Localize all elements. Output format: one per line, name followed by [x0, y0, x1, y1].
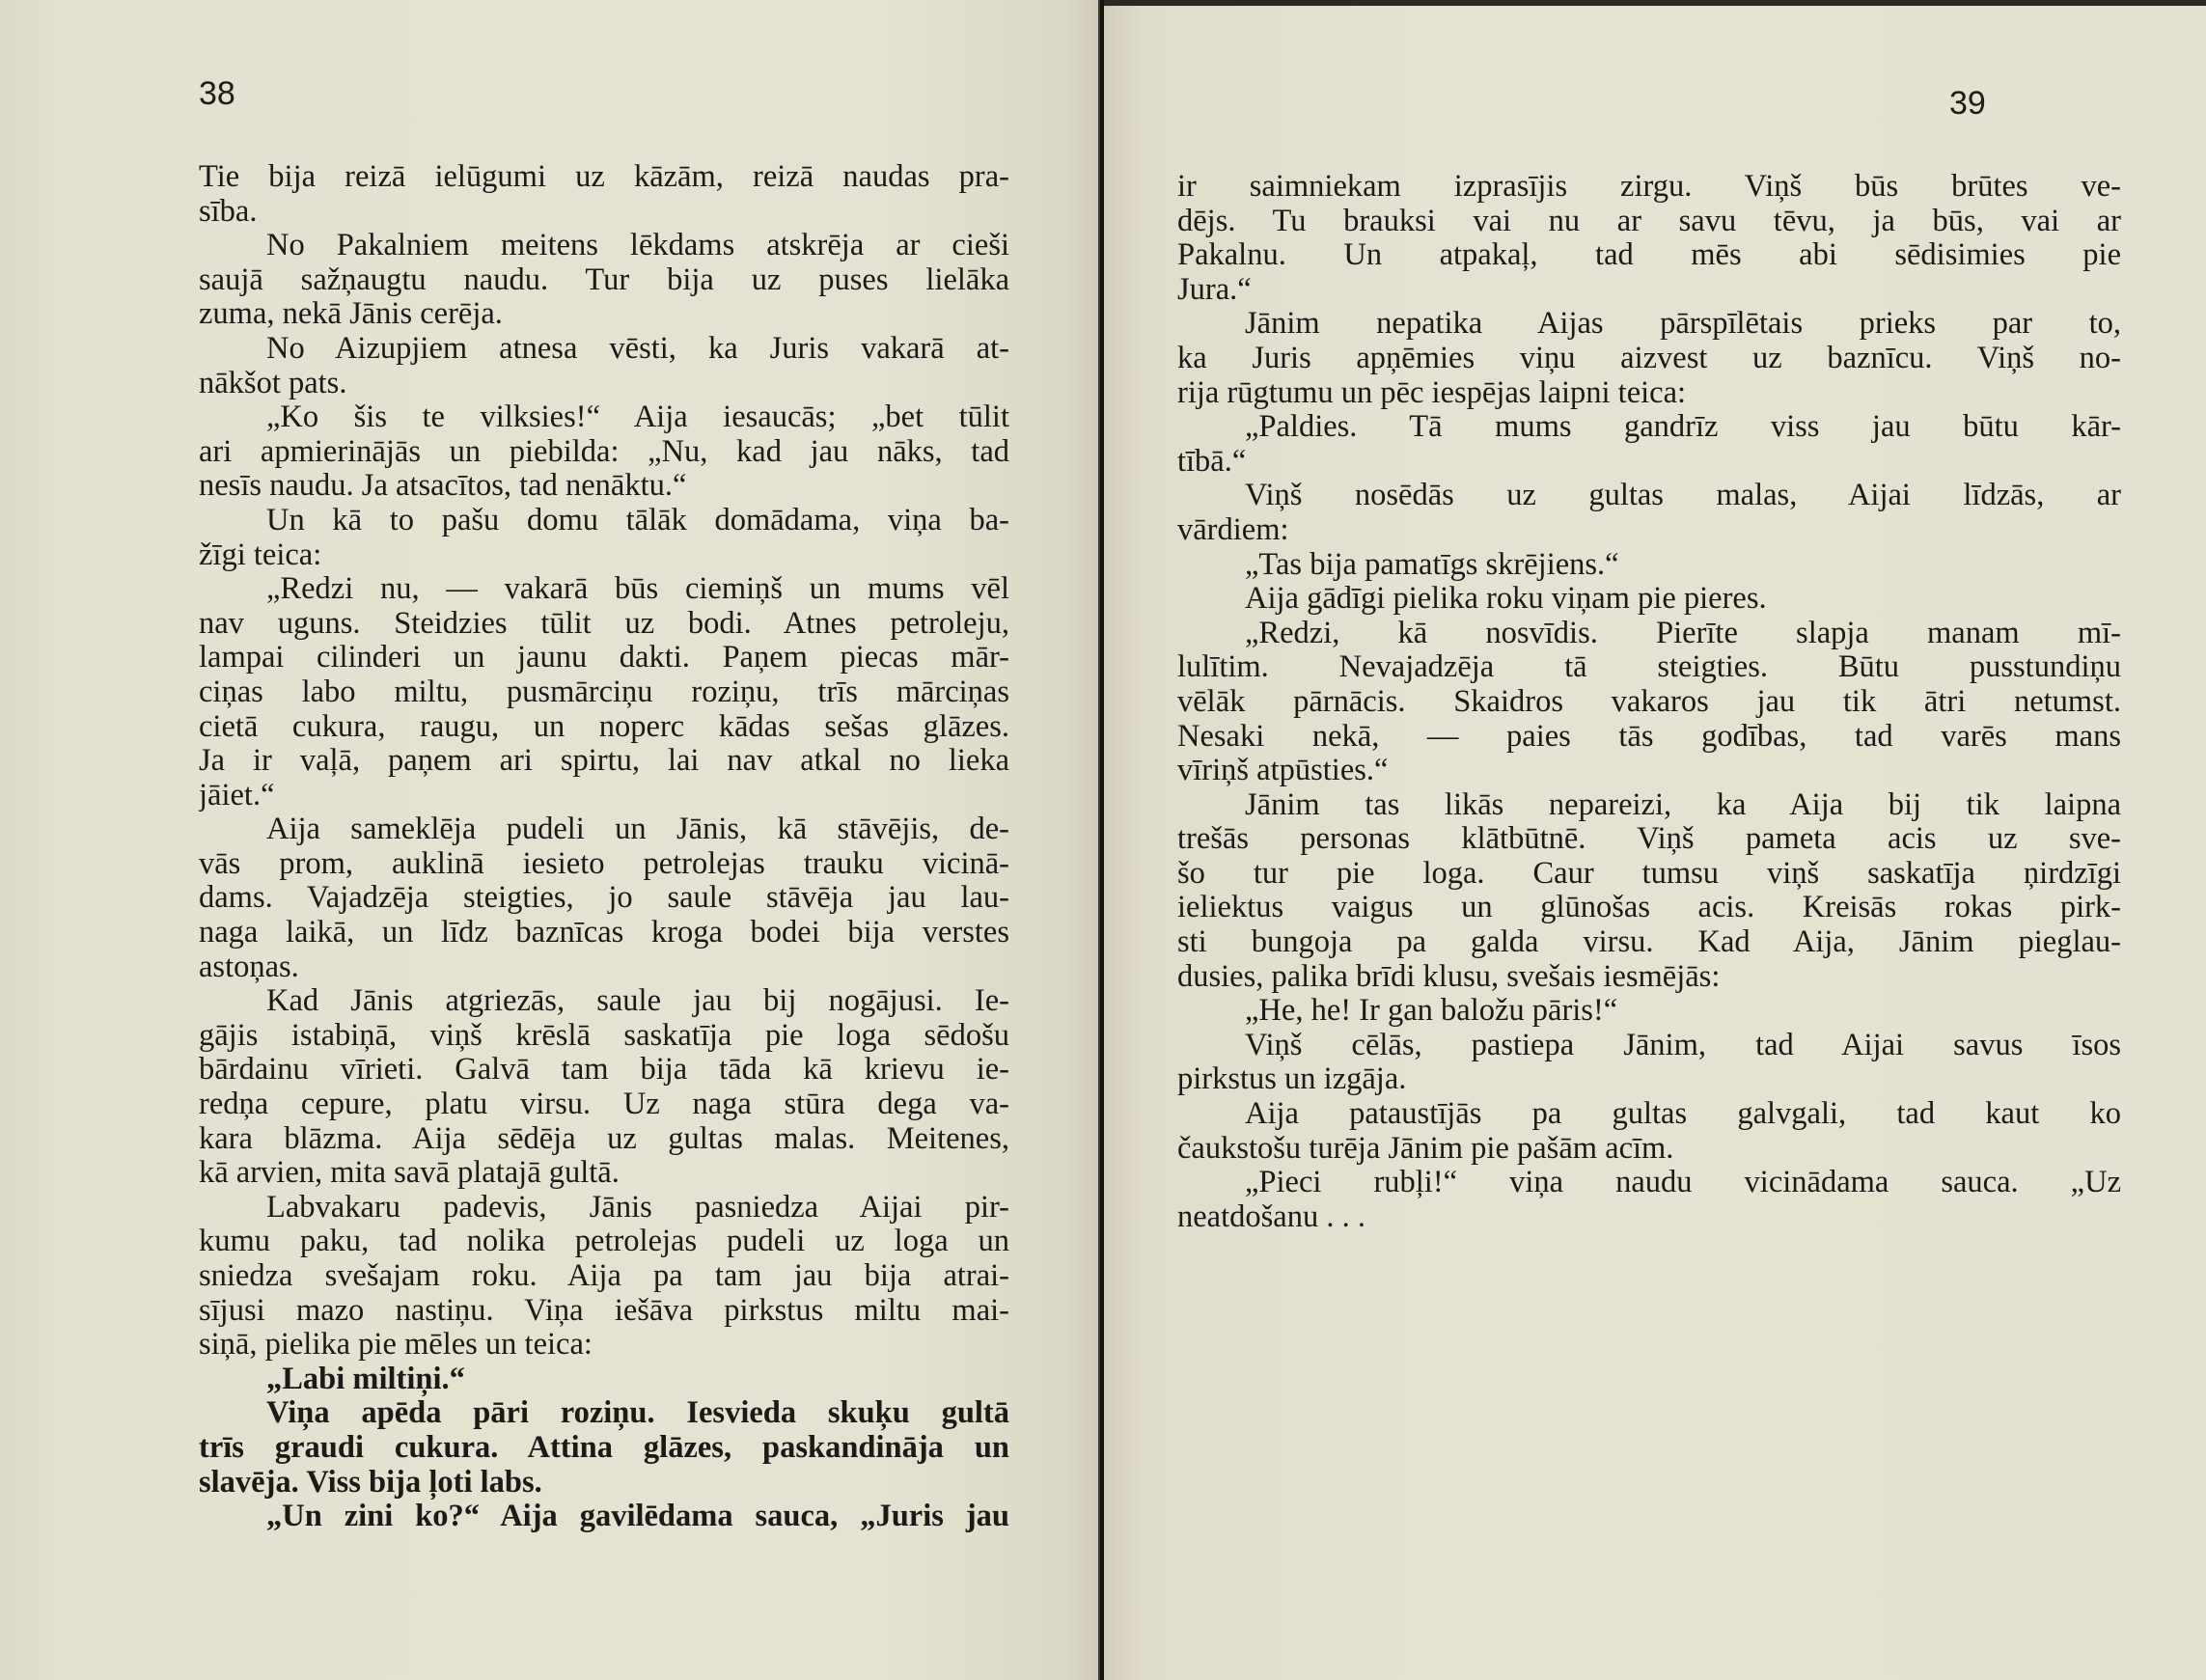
text-line: „Un zini ko?“ Aija gavilēdama sauca, „Juris jau [266, 1500, 1009, 1534]
text-line: zuma, nekā Jānis cerēja. [199, 297, 503, 332]
text-line: „Redzi nu, — vakarā būs ciemiņš un mums vēl [266, 572, 1009, 607]
text-line: Labvakaru padevis, Jānis pasniedza Aijai pir- [266, 1190, 1009, 1225]
text-line: dams. Vajadzēja steigties, jo saule stāvēja jau lau- [199, 881, 1009, 916]
text-line: astoņas. [199, 950, 299, 984]
text-line: vārdiem: [1177, 512, 1289, 547]
text-line: Jānim nepatika Aijas pārspīlētais prieks par to, [1245, 307, 2121, 342]
text-line: trīs graudi cukura. Attina glāzes, paskandināja un [199, 1430, 1009, 1465]
text-line: kara blāzma. Aija sēdēja uz gultas malas. Meitenes, [199, 1121, 1009, 1156]
text-line: Aija sameklēja pudeli un Jānis, kā stāvējis, de- [266, 812, 1009, 847]
text-line: Aija pataustījās pa gultas galvgali, tad kaut ko [1245, 1097, 2121, 1132]
text-line: sniedza svešajam roku. Aija pa tam jau bija atrai- [199, 1259, 1009, 1293]
text-line: cietā cukura, raugu, un noperc kādas sešas glāzes. [199, 709, 1009, 744]
text-line: ari apmierinājās un piebilda: „Nu, kad jau nāks, tad [199, 434, 1009, 469]
text-line: Viņš nosēdās uz gultas malas, Aijai līdzās, ar [1245, 479, 2121, 513]
text-line: saujā sažņaugtu naudu. Tur bija uz puses lielāka [199, 262, 1009, 297]
text-line: redņa cepure, platu virsu. Uz naga stūra dega va- [199, 1088, 1009, 1122]
right-page-text [1177, 170, 2121, 1234]
left-page [0, 0, 1100, 1680]
text-line: Ja ir vaļā, paņem ari spirtu, lai nav atkal no lieka [199, 744, 1009, 779]
text-line: No Pakalniem meitens lēkdams atskrēja ar cieši [266, 229, 1009, 263]
text-line: „Ko šis te vilksies!“ Aija iesaucās; „bet tūlit [266, 400, 1009, 435]
text-line: rija rūgtumu un pēc iespējas laipni teica: [1177, 375, 1687, 410]
text-line: Kad Jānis atgriezās, saule jau bij nogājusi. Ie- [266, 984, 1009, 1019]
text-line: nākšot pats. [199, 366, 347, 400]
text-line: šo tur pie loga. Caur tumsu viņš saskatīja ņirdzīgi [1177, 856, 2121, 891]
text-line: ka Juris apņēmies viņu aizvest uz baznīcu. Viņš no- [1177, 341, 2121, 375]
text-line: Tie bija reizā ielūgumi uz kāzām, reizā naudas pra- [199, 160, 1009, 194]
text-line: „He, he! Ir gan baložu pāris!“ [1245, 994, 1618, 1029]
page-number-left: 38 [199, 75, 235, 112]
text-line: žīgi teica: [199, 537, 322, 572]
text-line: lulītim. Nevajadzēja tā steigties. Būtu pusstundiņu [1177, 650, 2121, 685]
text-line: „Pieci rubļi!“ viņa naudu vicinādama sauca. „Uz [1245, 1166, 2121, 1200]
text-line: pirkstus un izgāja. [1177, 1062, 1407, 1097]
page-number-right: 39 [1949, 85, 1986, 122]
text-line: Aija gādīgi pielika roku viņam pie pieres. [1245, 582, 1767, 617]
right-page [1104, 0, 2206, 1680]
text-line: Jura.“ [1177, 272, 1252, 307]
text-line: lampai cilinderi un jaunu dakti. Paņem piecas mār- [199, 641, 1009, 675]
text-line: čaukstošu turēja Jānim pie pašām acīm. [1177, 1131, 1674, 1166]
text-line: siņā, pielika pie mēles un teica: [199, 1328, 593, 1363]
text-line: Nesaki nekā, — paies tās godības, tad varēs mans [1177, 719, 2121, 754]
text-line: „Paldies. Tā mums gandrīz viss jau būtu kār- [1245, 410, 2121, 445]
text-line: ir saimniekam izprasījis zirgu. Viņš būs brūtes ve- [1177, 170, 2121, 204]
text-line: jāiet.“ [199, 778, 275, 812]
text-line: Viņš cēlās, pastiepa Jānim, tad Aijai savus īsos [1245, 1028, 2121, 1062]
text-line: Un kā to pašu domu tālāk domādama, viņa ba- [266, 503, 1009, 537]
text-line: sījusi mazo nastiņu. Viņa iešāva pirkstus miltu mai- [199, 1293, 1009, 1328]
left-page-text [199, 160, 1009, 1534]
text-line: slavēja. Viss bija ļoti labs. [199, 1465, 542, 1500]
text-line: vīriņš atpūsties.“ [1177, 754, 1389, 788]
text-line: tībā.“ [1177, 444, 1247, 479]
text-line: vās prom, auklinā iesieto petrolejas trauku vicinā- [199, 846, 1009, 881]
text-line: No Aizupjiem atnesa vēsti, ka Juris vakarā at- [266, 331, 1009, 366]
text-line: Jānim tas likās nepareizi, ka Aija bij tik laipna [1245, 787, 2121, 822]
text-line: „Labi miltiņi.“ [266, 1362, 465, 1396]
text-line: sti bungoja pa galda virsu. Kad Aija, Jānim pieglau- [1177, 925, 2121, 960]
text-line: gājis istabiņā, viņš krēslā saskatīja pie loga sēdošu [199, 1018, 1009, 1053]
text-line: dējs. Tu brauksi vai nu ar savu tēvu, ja būs, vai ar [1177, 204, 2121, 238]
text-line: nesīs naudu. Ja atsacītos, tad nenāktu.“ [199, 469, 687, 504]
text-line: „Tas bija pamatīgs skrējiens.“ [1245, 547, 1619, 582]
text-line: bārdainu vīrieti. Galvā tam bija tāda kā krievu ie- [199, 1053, 1009, 1088]
text-line: trešās personas klātbūtnē. Viņš pameta acis uz sve- [1177, 822, 2121, 857]
text-line: Viņa apēda pāri roziņu. Iesvieda skuķu gultā [266, 1396, 1009, 1431]
text-line: Pakalnu. Un atpakaļ, tad mēs abi sēdisimies pie [1177, 238, 2121, 273]
text-line: „Redzi, kā nosvīdis. Pierīte slapja manam mī- [1245, 616, 2121, 650]
text-line: vēlāk pārnācis. Skaidros vakaros jau tik ātri netumst. [1177, 684, 2121, 719]
text-line: nav uguns. Steidzies tūlit uz bodi. Atnes petroleju, [199, 606, 1009, 641]
text-line: sība. [199, 194, 258, 229]
text-line: ieliektus vaigus un glūnošas acis. Kreisās rokas pirk- [1177, 891, 2121, 925]
text-line: neatdošanu . . . [1177, 1199, 1365, 1234]
text-line: dusies, palika brīdi klusu, svešais iesmējās: [1177, 959, 1721, 994]
text-line: kā arvien, mita savā platajā gultā. [199, 1156, 620, 1191]
text-line: kumu paku, tad nolika petrolejas pudeli uz loga un [199, 1225, 1009, 1259]
text-line: ciņas labo miltu, pusmārciņu roziņu, trīs mārciņas [199, 675, 1009, 709]
text-line: naga laikā, un līdz baznīcas kroga bodei bija verstes [199, 916, 1009, 950]
